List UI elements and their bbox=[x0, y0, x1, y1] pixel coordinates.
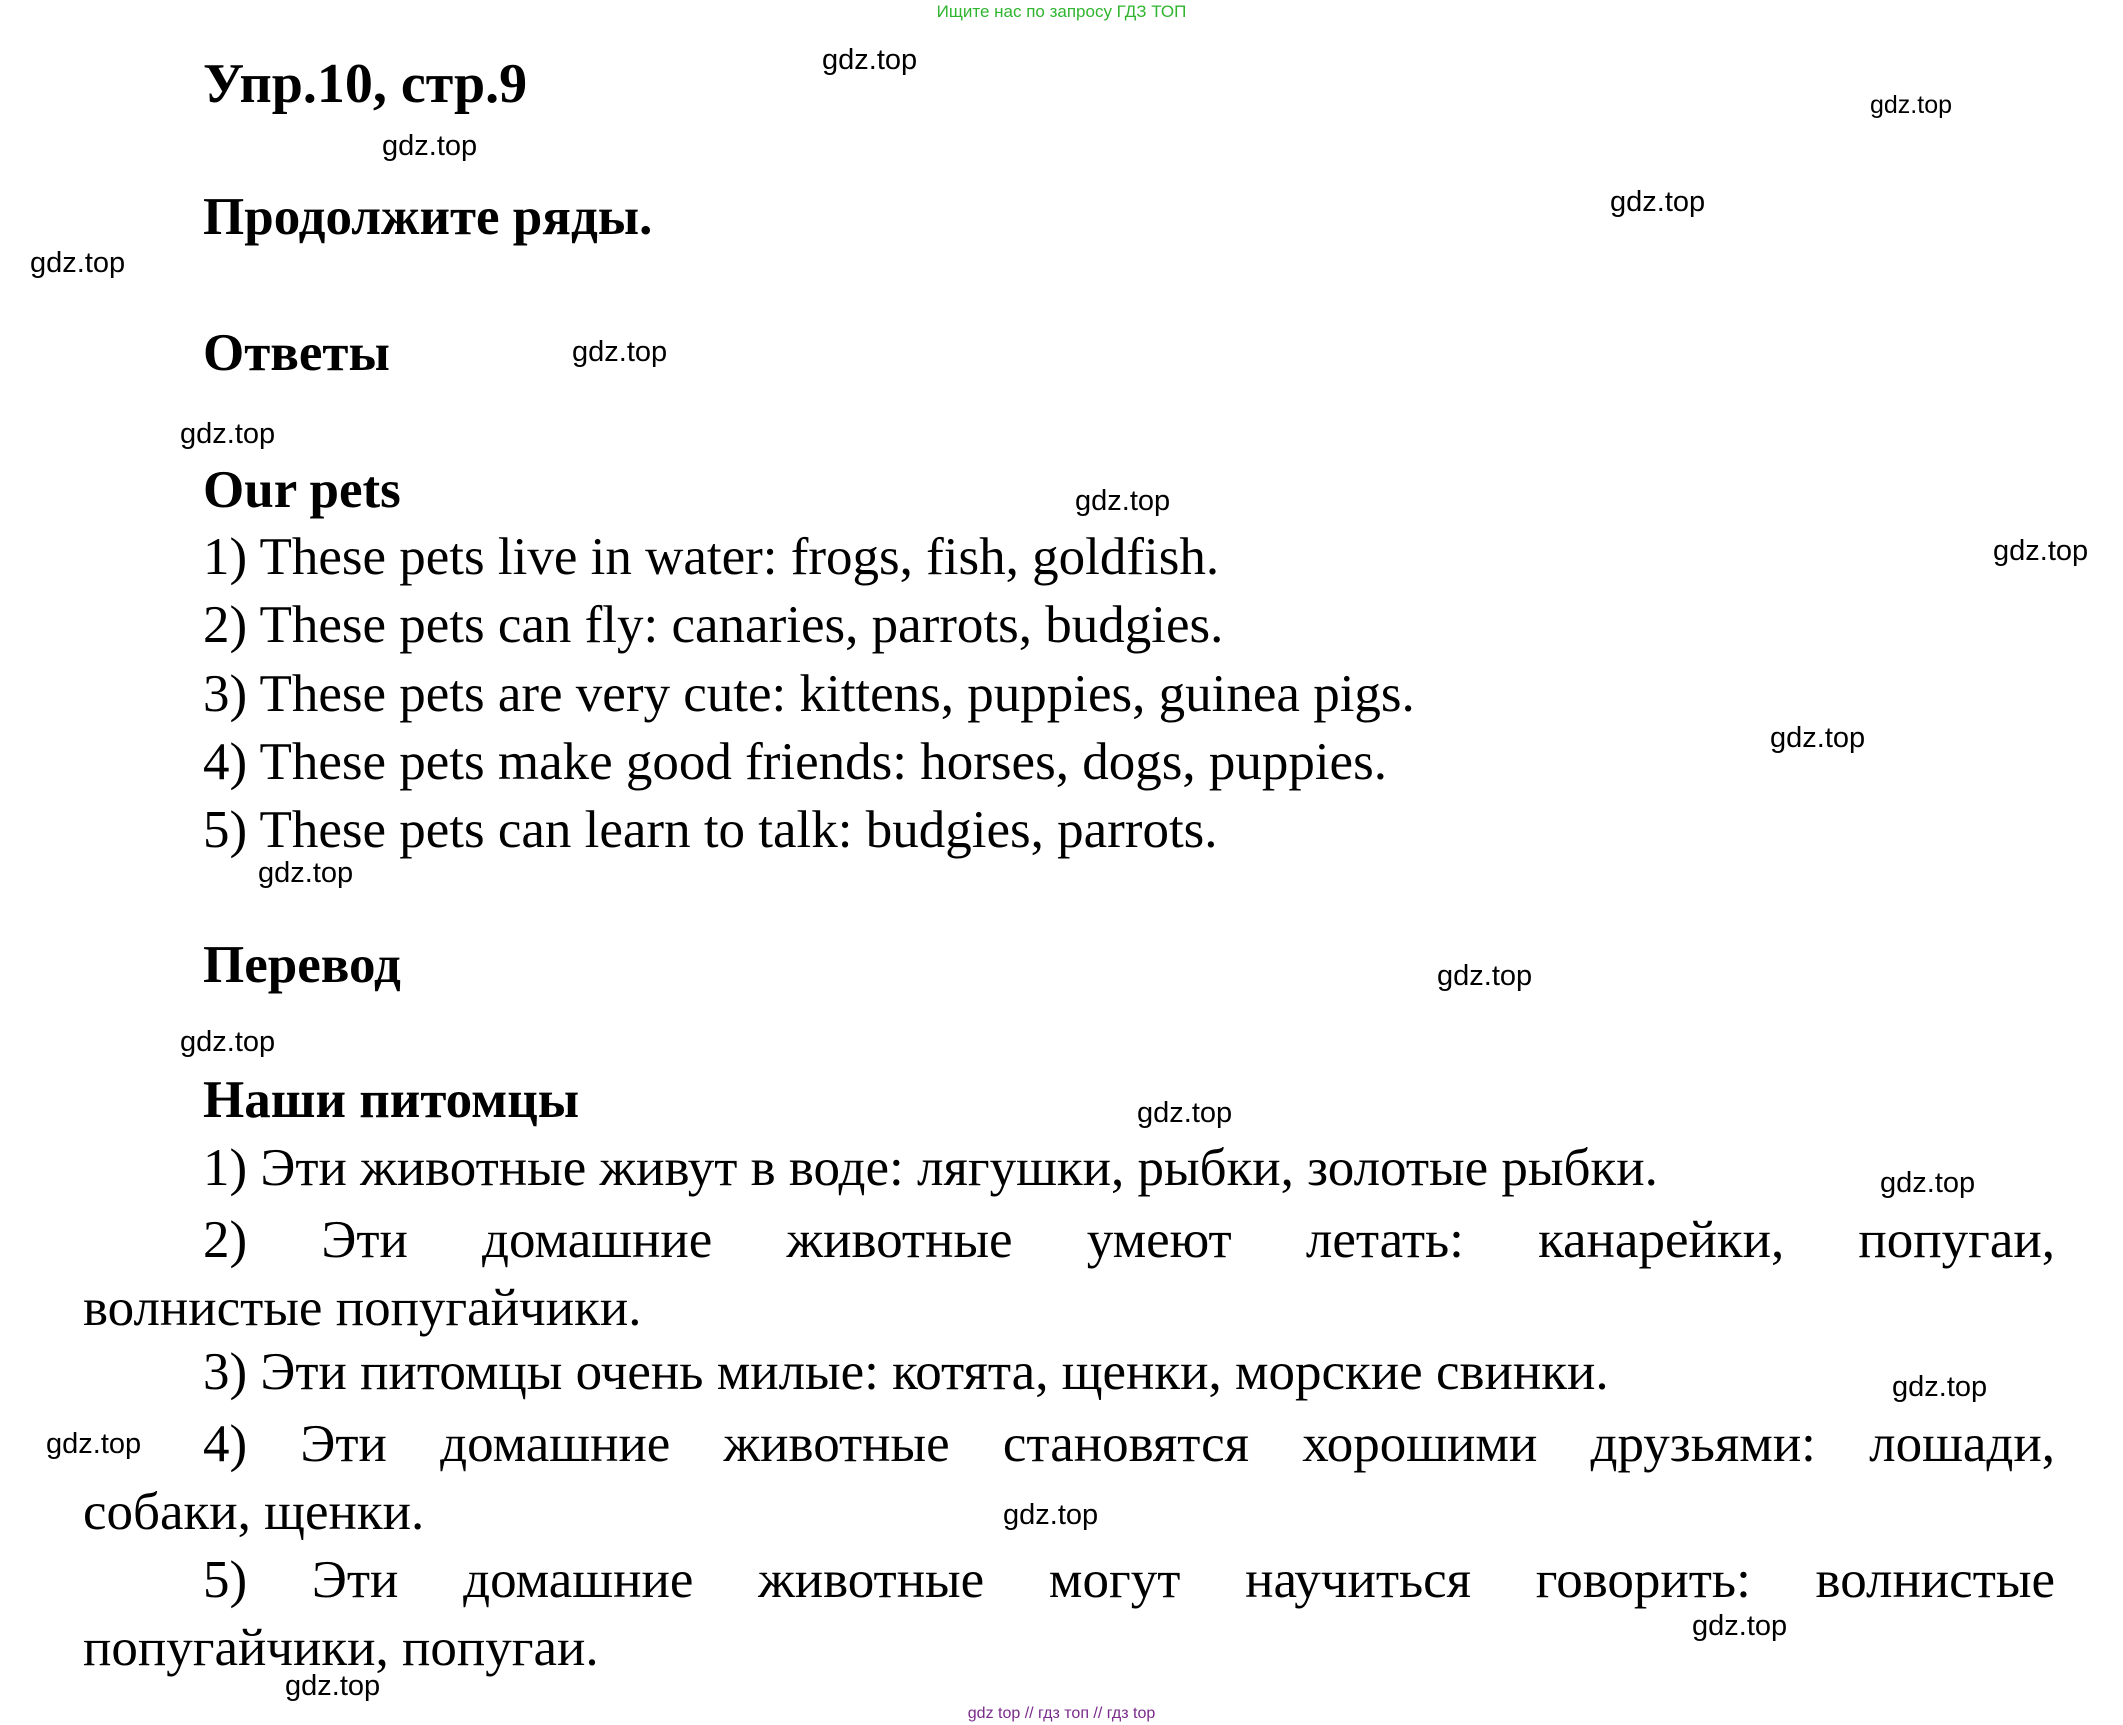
watermark: gdz.top bbox=[1892, 1371, 1988, 1403]
watermark: gdz.top bbox=[285, 1670, 381, 1702]
watermark: gdz.top bbox=[1993, 535, 2089, 567]
watermark: gdz.top bbox=[822, 44, 918, 76]
russian-line-5-cont: попугайчики, попугаи. bbox=[83, 1619, 599, 1677]
task-instruction: Продолжите ряды. bbox=[203, 188, 653, 246]
russian-line-3: 3) Эти питомцы очень милые: котята, щенки, морские свинки. bbox=[203, 1343, 1609, 1401]
english-line-1: 1) These pets live in water: frogs, fish, goldfish. bbox=[203, 528, 1220, 586]
russian-heading: Наши питомцы bbox=[203, 1071, 580, 1129]
footer-links: gdz top // гдз топ // гдз top bbox=[967, 1705, 1156, 1722]
russian-line-4-cont: собаки, щенки. bbox=[83, 1483, 425, 1541]
watermark: gdz.top bbox=[1003, 1499, 1099, 1531]
watermark: gdz.top bbox=[180, 418, 276, 450]
english-line-2: 2) These pets can fly: canaries, parrots, budgies. bbox=[203, 596, 1224, 654]
watermark: gdz.top bbox=[1880, 1167, 1976, 1199]
english-line-4: 4) These pets make good friends: horses, dogs, puppies. bbox=[203, 733, 1387, 791]
russian-line-2-first: 2) Эти домашние животные умеют летать: канарейки, попугаи, bbox=[203, 1211, 2055, 1269]
watermark: gdz.top bbox=[30, 247, 126, 279]
watermark: gdz.top bbox=[180, 1026, 276, 1058]
watermark: gdz.top bbox=[1770, 722, 1866, 754]
russian-line-1: 1) Эти животные живут в воде: лягушки, рыбки, золотые рыбки. bbox=[203, 1139, 1658, 1197]
english-line-3: 3) These pets are very cute: kittens, puppies, guinea pigs. bbox=[203, 665, 1415, 723]
watermark: gdz.top bbox=[1437, 960, 1533, 992]
watermark: gdz.top bbox=[572, 336, 668, 368]
watermark: gdz.top bbox=[1137, 1097, 1233, 1129]
russian-line-2-cont: волнистые попугайчики. bbox=[83, 1279, 642, 1337]
russian-line-2 bbox=[83, 1206, 2055, 1342]
exercise-title: Упр.10, стр.9 bbox=[203, 53, 528, 115]
answers-heading: Ответы bbox=[203, 324, 390, 382]
russian-line-4-first: 4) Эти домашние животные становятся хорошими друзьями: лошади, bbox=[203, 1415, 2055, 1473]
russian-line-5-first: 5) Эти домашние животные могут научиться говорить: волнистые bbox=[203, 1551, 2055, 1609]
english-heading: Our pets bbox=[203, 461, 401, 519]
watermark: gdz.top bbox=[46, 1428, 142, 1460]
watermark: gdz.top bbox=[1610, 186, 1706, 218]
english-line-5: 5) These pets can learn to talk: budgies, parrots. bbox=[203, 801, 1218, 859]
watermark: gdz.top bbox=[1692, 1610, 1788, 1642]
watermark: gdz.top bbox=[382, 130, 478, 162]
watermark: gdz.top bbox=[1870, 91, 1953, 119]
top-banner: Ищите нас по запросу ГДЗ ТОП bbox=[936, 2, 1187, 21]
watermark: gdz.top bbox=[1075, 485, 1171, 517]
translation-heading: Перевод bbox=[203, 936, 401, 994]
watermark: gdz.top bbox=[258, 857, 354, 889]
